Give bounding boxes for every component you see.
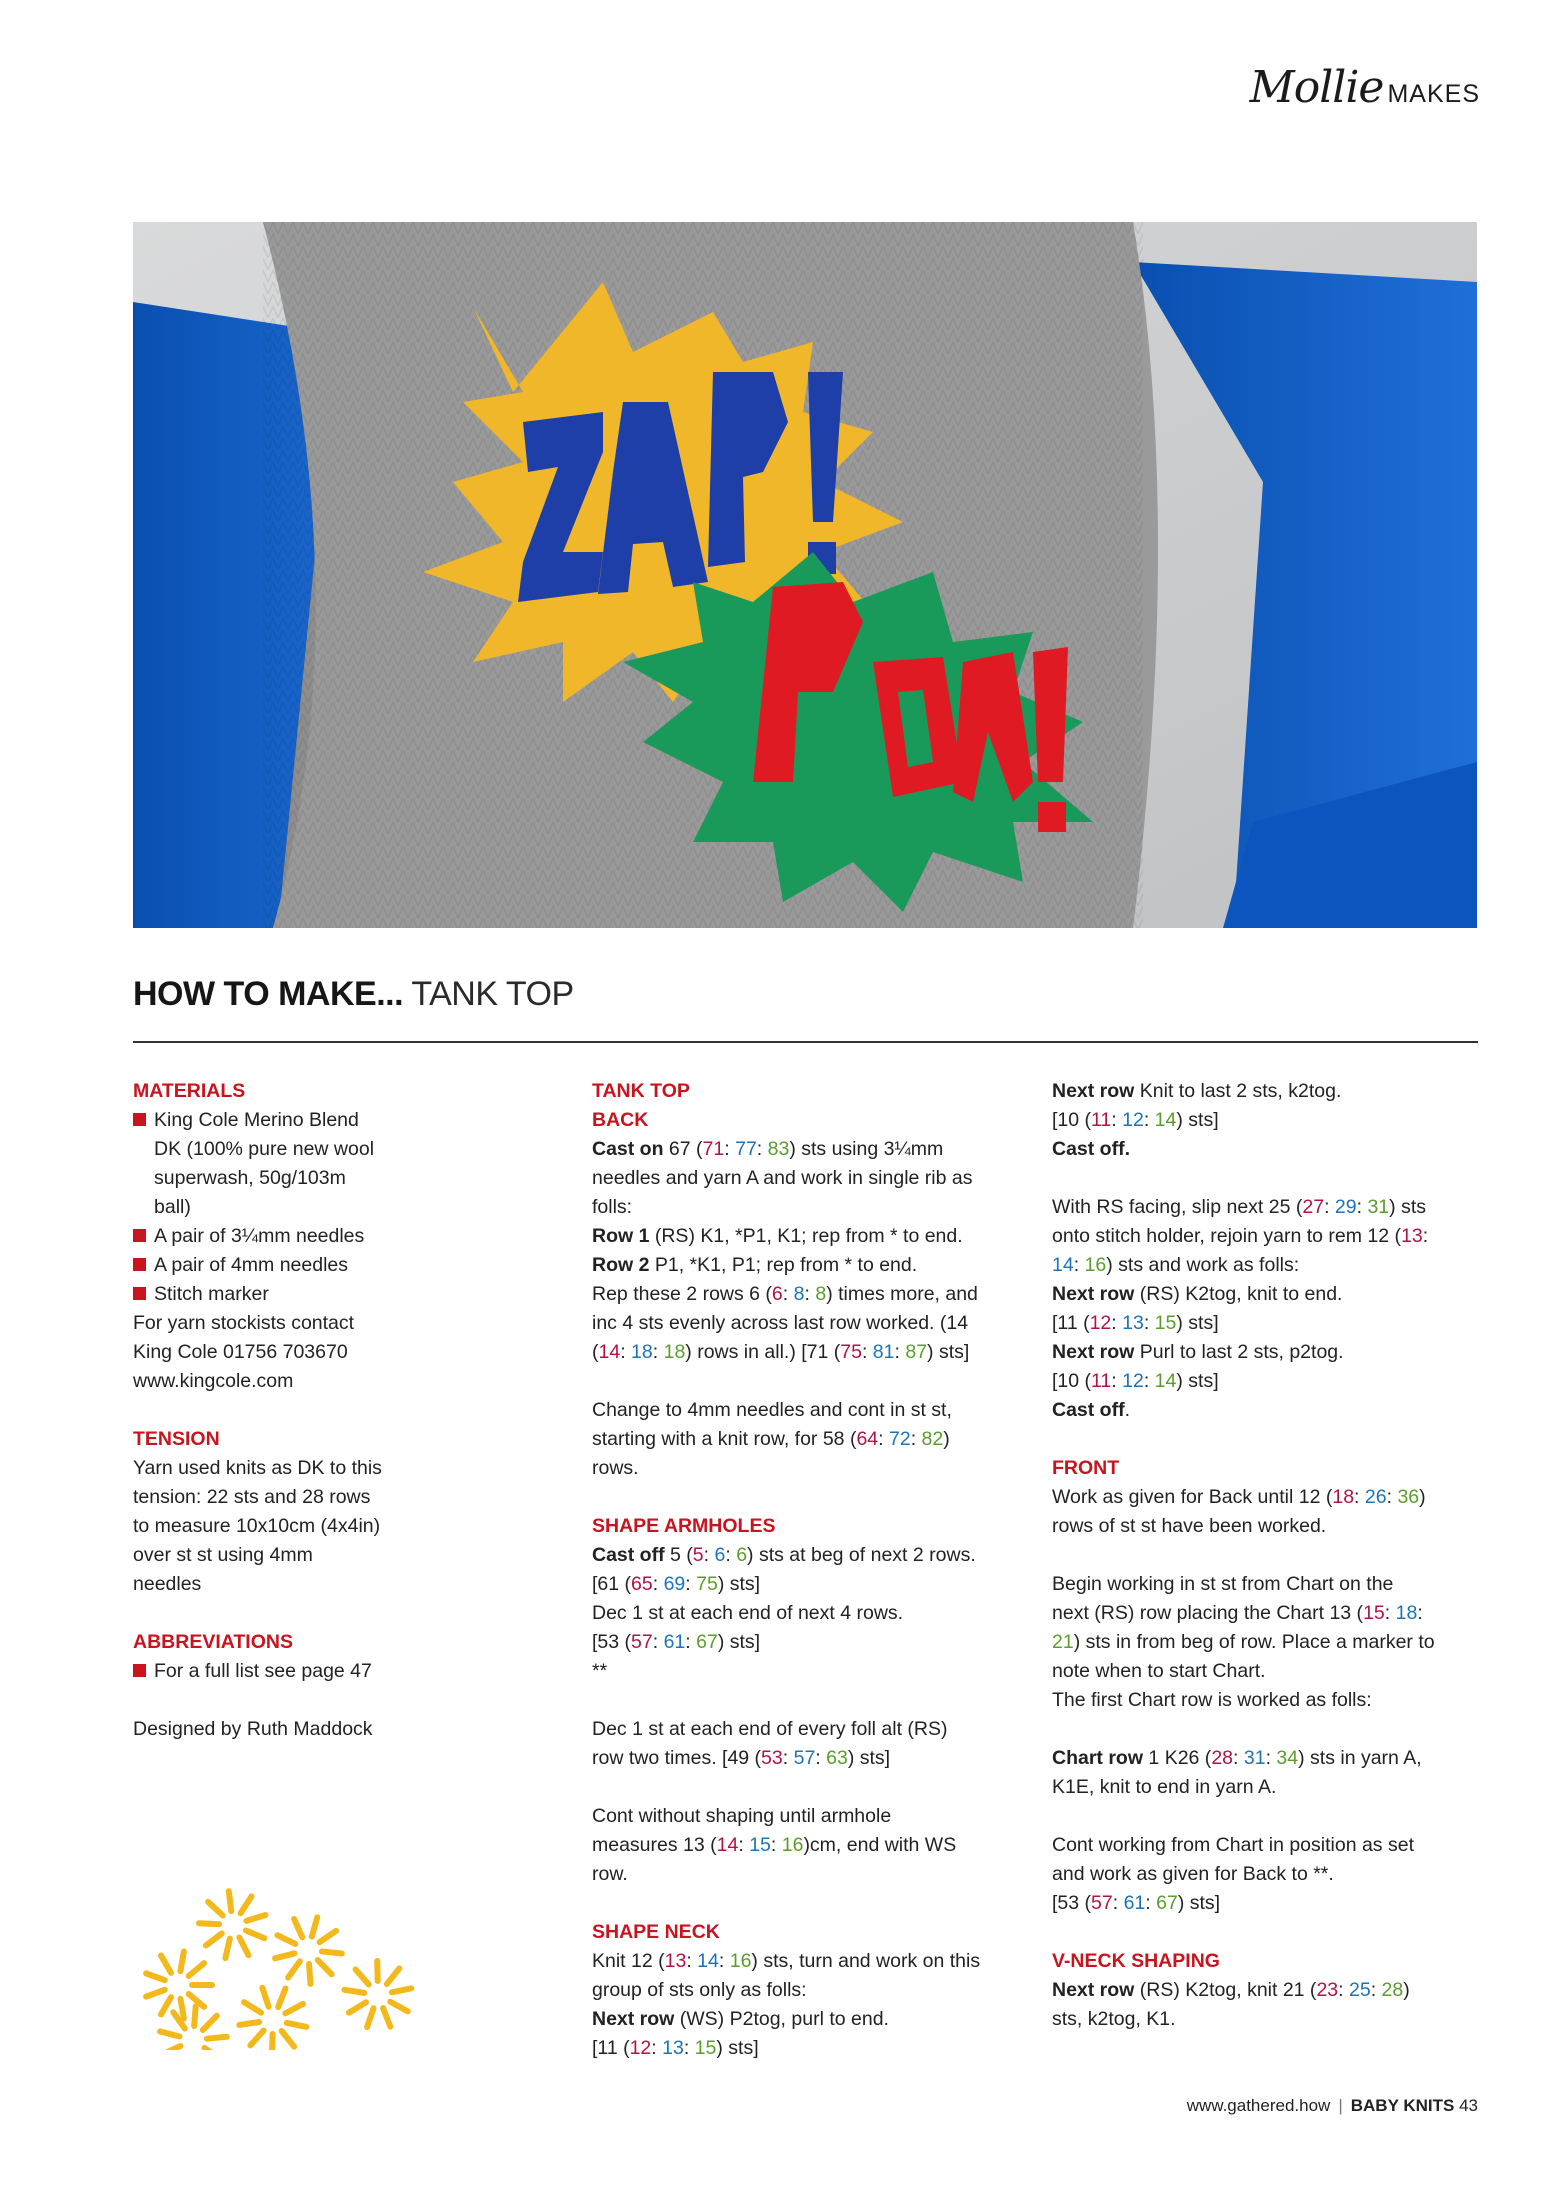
- section-heading: BACK: [592, 1109, 649, 1131]
- heading-bold: HOW TO MAKE...: [133, 975, 404, 1013]
- size-value: 63: [826, 1747, 848, 1769]
- size-value: 69: [663, 1573, 686, 1595]
- instruction-label: Next row: [1052, 1283, 1135, 1305]
- pattern-line: Next row (RS) K2tog, knit to end.: [1052, 1283, 1343, 1305]
- starburst-ray: [241, 1896, 252, 1913]
- size-value: 15: [694, 2037, 717, 2059]
- paragraph-gap: [1052, 1802, 1482, 1831]
- pattern-line: group of sts only as folls:: [592, 1979, 807, 2001]
- tension-line: Yarn used knits as DK to this: [133, 1457, 382, 1479]
- pattern-line: rows.: [592, 1457, 639, 1479]
- section-heading: FRONT: [1052, 1457, 1120, 1479]
- pattern-line: sts, k2tog, K1.: [1052, 2008, 1176, 2030]
- size-value: 26: [1364, 1486, 1387, 1508]
- paragraph-gap: [592, 1367, 1022, 1396]
- pattern-line: 14: 16) sts and work as folls:: [1052, 1254, 1300, 1276]
- size-value: 14: [1154, 1109, 1177, 1131]
- size-value: 57: [631, 1631, 653, 1653]
- size-value: 12: [1122, 1370, 1144, 1392]
- size-value: 6: [714, 1544, 726, 1566]
- material-item: [133, 1280, 433, 1309]
- starburst-ray: [207, 2037, 227, 2039]
- size-value: 12: [1089, 1312, 1112, 1334]
- pattern-line: Next row Purl to last 2 sts, p2tog.: [1052, 1341, 1344, 1363]
- pattern-line: Cast off.: [1052, 1399, 1131, 1421]
- starburst-ray: [288, 1961, 300, 1977]
- stockist-line: King Cole 01756 703670: [133, 1341, 348, 1363]
- starburst-ray: [199, 1923, 219, 1924]
- size-value: 14: [1052, 1254, 1074, 1276]
- column-pattern-1: [592, 1077, 1022, 2063]
- paragraph-gap: [592, 1889, 1022, 1918]
- starburst-ray: [194, 2006, 196, 2026]
- paragraph-gap: [1052, 1541, 1482, 1570]
- pattern-line: folls:: [592, 1196, 633, 1218]
- paragraph-gap: [1052, 1425, 1482, 1454]
- starburst-ray: [294, 1919, 302, 1937]
- material-cont: ball): [154, 1196, 191, 1218]
- heading-light: TANK TOP: [403, 975, 574, 1013]
- material-text: King Cole Merino Blend: [154, 1109, 359, 1131]
- starburst-ray: [275, 1953, 294, 1958]
- starburst-ray: [322, 1951, 342, 1953]
- column-pattern-2: [1052, 1077, 1482, 2034]
- pattern-line: K1E, knit to end in yarn A.: [1052, 1776, 1277, 1798]
- starburst-ray: [392, 1988, 412, 1992]
- abbreviations-heading: ABBREVIATIONS: [133, 1631, 293, 1653]
- starburst-ray: [344, 1990, 364, 1993]
- starburst-ray: [309, 1964, 310, 1984]
- size-value: 28: [1381, 1979, 1404, 2001]
- pattern-line: Row 1 (RS) K1, *P1, K1; rep from * to end.: [592, 1225, 963, 1247]
- starburst-ray: [180, 1999, 183, 2019]
- instruction-label: Cast off.: [1052, 1138, 1130, 1160]
- size-value: 28: [1211, 1747, 1234, 1769]
- pattern-line: rows of st st have been worked.: [1052, 1515, 1327, 1537]
- starburst-ray: [161, 1997, 171, 2014]
- size-value: 5: [692, 1544, 704, 1566]
- pattern-line: note when to start Chart.: [1052, 1660, 1266, 1682]
- stockist-line: For yarn stockists contact: [133, 1312, 355, 1334]
- logo-script: Mollie: [1249, 62, 1384, 113]
- pattern-line: [10 (11: 12: 14) sts]: [1052, 1370, 1219, 1392]
- pattern-line: Begin working in st st from Chart on the: [1052, 1573, 1394, 1595]
- size-value: 14: [1154, 1370, 1177, 1392]
- material-item: [133, 1222, 433, 1251]
- pattern-line: [53 (57: 61: 67) sts]: [1052, 1892, 1221, 1914]
- size-value: 25: [1348, 1979, 1371, 2001]
- size-value: 82: [921, 1428, 944, 1450]
- material-item: [133, 1106, 433, 1135]
- footer-separator: |: [1338, 2096, 1343, 2115]
- size-value: 34: [1276, 1747, 1299, 1769]
- pattern-line: [11 (12: 13: 15) sts]: [592, 2037, 759, 2059]
- starburst-ray: [146, 1990, 165, 1997]
- size-value: 15: [749, 1834, 771, 1856]
- tension-line: tension: 22 sts and 28 rows: [133, 1486, 371, 1508]
- pattern-line: Rep these 2 rows 6 (6: 8: 8) times more, and: [592, 1283, 978, 1305]
- pattern-line: With RS facing, slip next 25 (27: 29: 31) sts: [1052, 1196, 1426, 1218]
- size-value: 64: [856, 1428, 879, 1450]
- size-value: 16: [781, 1834, 804, 1856]
- size-value: 75: [696, 1573, 718, 1595]
- footer-section: BABY KNITS: [1350, 2096, 1455, 2115]
- page-footer: [1187, 2096, 1478, 2116]
- size-value: 23: [1316, 1979, 1339, 2001]
- materials-heading: MATERIALS: [133, 1080, 246, 1102]
- size-value: 8: [793, 1283, 805, 1305]
- starburst-ray: [278, 1988, 285, 2007]
- pattern-line: Cont working from Chart in position as set: [1052, 1834, 1414, 1856]
- size-value: 14: [697, 1950, 719, 1972]
- section-heading: SHAPE ARMHOLES: [592, 1515, 776, 1537]
- size-value: 12: [629, 2037, 652, 2059]
- pattern-line: Work as given for Back until 12 (18: 26: 36): [1052, 1486, 1426, 1508]
- starburst-ray: [239, 1937, 248, 1955]
- pattern-line: starting with a knit row, for 58 (64: 72: 82): [592, 1428, 950, 1450]
- material-text: A pair of 4mm needles: [154, 1254, 349, 1276]
- starburst-ray: [189, 1963, 204, 1976]
- pattern-line: Next row (WS) P2tog, purl to end.: [592, 2008, 889, 2030]
- pattern-line: measures 13 (14: 15: 16)cm, end with WS: [592, 1834, 957, 1856]
- starburst-ray: [349, 2002, 366, 2012]
- stockist-url: www.kingcole.com: [133, 1370, 294, 1392]
- size-value: 61: [1123, 1892, 1146, 1914]
- size-value: 18: [1332, 1486, 1355, 1508]
- starburst-ray: [205, 2048, 221, 2050]
- instruction-label: Cast off: [592, 1544, 665, 1566]
- material-item: [133, 1251, 433, 1280]
- section-heading: SHAPE NECK: [592, 1921, 720, 1943]
- instruction-label: Next row: [1052, 1979, 1135, 2001]
- instruction-label: Cast on: [592, 1138, 664, 1160]
- material-text: A pair of 3¼mm needles: [154, 1225, 365, 1247]
- size-value: 77: [735, 1138, 757, 1160]
- section-heading: TANK TOP: [592, 1080, 690, 1102]
- pattern-line: Dec 1 st at each end of every foll alt (RS): [592, 1718, 948, 1740]
- page-number: 43: [1459, 2096, 1478, 2115]
- size-value: 31: [1367, 1196, 1390, 1218]
- size-value: 71: [702, 1138, 725, 1160]
- paragraph-gap: [592, 1483, 1022, 1512]
- pattern-line: [53 (57: 61: 67) sts]: [592, 1631, 761, 1653]
- pattern-line: (14: 18: 18) rows in all.) [71 (75: 81: 87) sts]: [592, 1341, 970, 1363]
- starburst-ray: [277, 1935, 295, 1944]
- size-value: 57: [793, 1747, 816, 1769]
- tension-line: to measure 10x10cm (4x4in): [133, 1515, 381, 1537]
- material-cont: DK (100% pure new wool: [154, 1138, 375, 1160]
- size-value: 21: [1052, 1631, 1074, 1653]
- starburst-ray: [250, 2030, 263, 2045]
- material-cont: superwash, 50g/103m: [154, 1167, 346, 1189]
- instruction-label: Row 1: [592, 1225, 650, 1247]
- abbreviations-text: For a full list see page 47: [154, 1660, 372, 1682]
- section-heading: V-NECK SHAPING: [1052, 1950, 1220, 1972]
- size-value: 11: [1091, 1370, 1112, 1392]
- size-value: 11: [1091, 1109, 1112, 1131]
- size-value: 13: [1122, 1312, 1144, 1334]
- starburst-ray: [162, 2046, 180, 2050]
- paragraph-gap: [592, 1686, 1022, 1715]
- starburst-ray: [225, 1939, 229, 1958]
- size-value: 14: [598, 1341, 621, 1363]
- size-value: 13: [664, 1950, 687, 1972]
- size-value: 83: [767, 1138, 790, 1160]
- pattern-line: [61 (65: 69: 75) sts]: [592, 1573, 761, 1595]
- instruction-label: Chart row: [1052, 1747, 1144, 1769]
- pattern-line: inc 4 sts evenly across last row worked. (14: [592, 1312, 969, 1334]
- starburst-ray: [262, 1988, 268, 2007]
- material-text: Stitch marker: [154, 1283, 269, 1305]
- size-value: 12: [1122, 1109, 1144, 1131]
- starburst-ray: [367, 2008, 373, 2027]
- starburst-ray: [282, 2031, 294, 2047]
- starburst-ray: [244, 2002, 261, 2013]
- size-value: 75: [840, 1341, 862, 1363]
- page-heading: [133, 975, 574, 1014]
- pattern-line: Next row Knit to last 2 sts, k2tog.: [1052, 1080, 1342, 1102]
- tension-heading: TENSION: [133, 1428, 220, 1450]
- pattern-line: onto stitch holder, rejoin yarn to rem 12 (13:: [1052, 1225, 1429, 1247]
- size-value: 53: [761, 1747, 783, 1769]
- pattern-line: and work as given for Back to **.: [1052, 1863, 1334, 1885]
- starburst-ray: [160, 2031, 179, 2036]
- pattern-line: Chart row 1 K26 (28: 31: 34) sts in yarn A,: [1052, 1747, 1422, 1769]
- pattern-line: [11 (12: 13: 15) sts]: [1052, 1312, 1219, 1334]
- size-value: 18: [1395, 1602, 1418, 1624]
- pattern-line: **: [592, 1660, 608, 1682]
- instruction-label: Next row: [1052, 1341, 1135, 1363]
- pattern-line: Cont without shaping until armhole: [592, 1805, 892, 1827]
- size-value: 6: [736, 1544, 748, 1566]
- size-value: 81: [872, 1341, 895, 1363]
- size-value: 18: [631, 1341, 653, 1363]
- decorative-starburst: [133, 1880, 433, 2050]
- size-value: 57: [1091, 1892, 1113, 1914]
- starburst-ray: [320, 1931, 337, 1942]
- size-value: 72: [889, 1428, 911, 1450]
- column-materials: [133, 1077, 433, 1744]
- footer-url: www.gathered.how: [1186, 2096, 1331, 2115]
- tension-line: over st st using 4mm: [133, 1544, 313, 1566]
- starburst-ray: [246, 1930, 264, 1938]
- pattern-line: 21) sts in from beg of row. Place a marker to: [1052, 1631, 1435, 1653]
- size-value: 15: [1154, 1312, 1177, 1334]
- size-value: 13: [662, 2037, 684, 2059]
- pattern-line: Cast on 67 (71: 77: 83) sts using 3¼mm: [592, 1138, 944, 1160]
- starburst-ray: [203, 2016, 217, 2030]
- pattern-line: Dec 1 st at each end of next 4 rows.: [592, 1602, 904, 1624]
- size-value: 31: [1243, 1747, 1266, 1769]
- size-value: 29: [1334, 1196, 1357, 1218]
- pattern-line: next (RS) row placing the Chart 13 (15: 18:: [1052, 1602, 1423, 1624]
- starburst-ray: [312, 1917, 317, 1936]
- logo-makes: MAKES: [1387, 80, 1480, 108]
- size-value: 61: [663, 1631, 686, 1653]
- size-value: 27: [1302, 1196, 1325, 1218]
- starburst-ray: [383, 2008, 390, 2027]
- pattern-line: Change to 4mm needles and cont in st st,: [592, 1399, 952, 1421]
- pattern-line: Next row (RS) K2tog, knit 21 (23: 25: 28): [1052, 1979, 1410, 2001]
- size-value: 87: [905, 1341, 928, 1363]
- starburst-ray: [161, 1956, 171, 1973]
- tension-line: needles: [133, 1573, 202, 1595]
- size-value: 13: [1401, 1225, 1423, 1247]
- paragraph-gap: [592, 1773, 1022, 1802]
- starburst-ray: [146, 1973, 165, 1980]
- paragraph-gap: [1052, 1918, 1482, 1947]
- starburst-ray: [390, 2002, 408, 2012]
- size-value: 67: [696, 1631, 718, 1653]
- paragraph-gap: [1052, 1715, 1482, 1744]
- pattern-line: The first Chart row is worked as folls:: [1052, 1689, 1372, 1711]
- pattern-line: needles and yarn A and work in single rib as: [592, 1167, 973, 1189]
- size-value: 65: [631, 1573, 653, 1595]
- instruction-label: Next row: [592, 2008, 675, 2030]
- starburst-ray: [229, 1891, 231, 1911]
- size-value: 16: [729, 1950, 752, 1972]
- size-value: 14: [716, 1834, 739, 1856]
- pattern-line: Row 2 P1, *K1, P1; rep from * to end.: [592, 1254, 918, 1276]
- tank-top-photo: [133, 222, 1477, 928]
- starburst-ray: [246, 1915, 265, 1921]
- paragraph-gap: [1052, 1164, 1482, 1193]
- abbreviations-item: [133, 1657, 433, 1686]
- instruction-label: Row 2: [592, 1254, 650, 1276]
- starburst-ray: [287, 2023, 307, 2027]
- pattern-line: [1052, 1135, 1482, 1164]
- pattern-line: row.: [592, 1863, 628, 1885]
- starburst-ray: [356, 1969, 369, 1984]
- starburst-ray: [180, 1952, 183, 1972]
- size-value: 15: [1363, 1602, 1385, 1624]
- starburst-ray: [206, 1933, 222, 1945]
- size-value: 67: [1156, 1892, 1178, 1914]
- pattern-line: Knit 12 (13: 14: 16) sts, turn and work on this: [592, 1950, 981, 1972]
- mollie-makes-logo: [1250, 62, 1480, 113]
- heading-rule: [133, 1041, 1478, 1043]
- starburst-ray: [208, 1902, 223, 1916]
- starburst-ray: [285, 2004, 303, 2013]
- size-value: 36: [1397, 1486, 1420, 1508]
- instruction-label: Cast off: [1052, 1399, 1125, 1421]
- designer-credit: Designed by Ruth Maddock: [133, 1718, 373, 1740]
- starburst-ray: [387, 1968, 400, 1984]
- size-value: 16: [1084, 1254, 1107, 1276]
- size-value: 8: [815, 1283, 827, 1305]
- size-value: 18: [663, 1341, 686, 1363]
- pattern-line: Cast off 5 (5: 6: 6) sts at beg of next 2 rows.: [592, 1544, 976, 1566]
- pattern-line: row two times. [49 (53: 57: 63) sts]: [592, 1747, 891, 1769]
- starburst-ray: [239, 2022, 259, 2025]
- size-value: 6: [771, 1283, 783, 1305]
- pattern-line: [10 (11: 12: 14) sts]: [1052, 1109, 1219, 1131]
- starburst-ray: [318, 1960, 332, 1974]
- starburst-ray: [272, 2034, 273, 2050]
- instruction-label: Next row: [1052, 1080, 1135, 1102]
